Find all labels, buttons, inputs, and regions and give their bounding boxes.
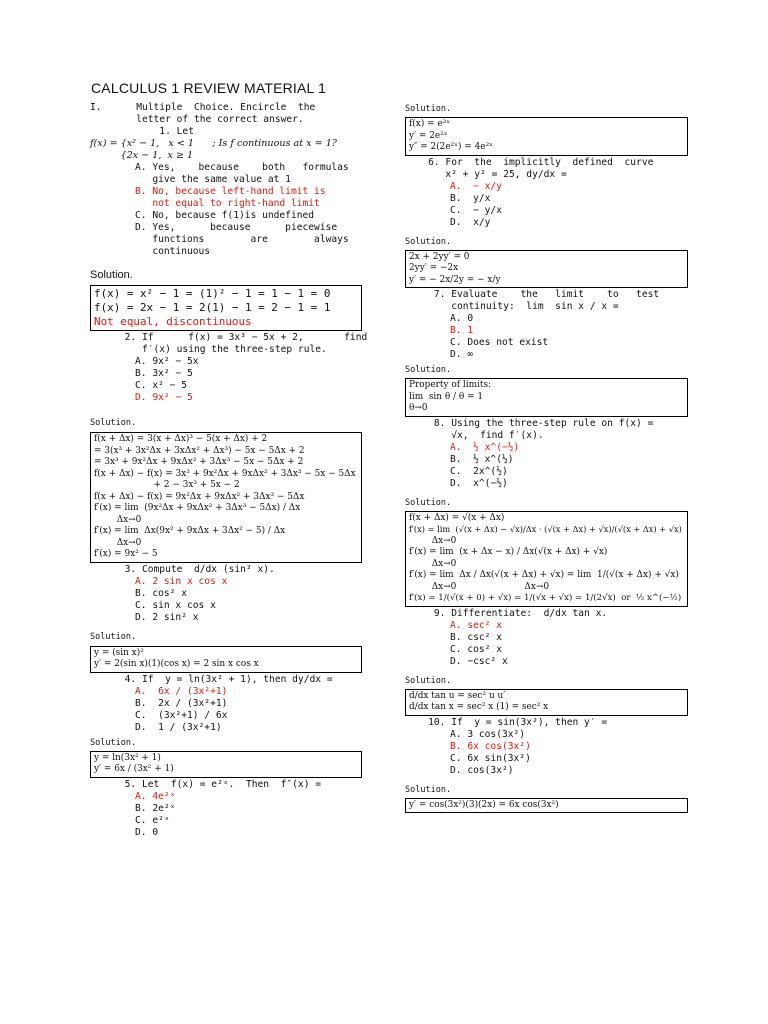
answer-option: B. 2x / (3x²+1)	[135, 697, 228, 709]
solution-line: θ→0	[409, 403, 428, 413]
solution-line: y″ = 2(2e²ˣ) = 4e²ˣ	[409, 142, 493, 152]
answer-option: not equal to right-hand limit	[135, 198, 320, 209]
answer-option: A. 0	[450, 313, 474, 324]
answer-option: B. 3x² − 5	[135, 368, 193, 379]
answer-option: B. 6x cos(3x²)	[450, 740, 531, 752]
solution-line: f′(x) = 1/(√(x + 0) + √x) = 1/(√x + √x) = 1/(2√x) or ½ x^(−½)	[409, 593, 682, 603]
question-4	[90, 674, 362, 734]
question-1	[90, 102, 362, 258]
question-text: 8. Using the three-step rule on f(x) =	[405, 417, 654, 429]
solution-line: f′(x) = 9x² − 5	[94, 549, 158, 559]
answer-option: C. No, because f(1)is undefined	[135, 210, 315, 221]
question-3	[90, 564, 362, 624]
solution-line: Δx→0	[409, 558, 457, 569]
solution-line: = 3(x³ + 3x²Δx + 3xΔx² + Δx³) − 5x − 5Δx + 2	[94, 445, 305, 456]
solution-2-box	[90, 432, 362, 563]
solution-line: 2yy′ = −2x	[409, 263, 459, 273]
solution-line: Not equal, discontinuous	[94, 315, 252, 328]
question-text: 3. Compute d/dx (sin² x).	[90, 563, 275, 575]
answer-option: B. y/x	[450, 192, 491, 204]
solution-7-box	[405, 378, 688, 417]
answer-option: functions are always	[135, 234, 349, 245]
question-10	[405, 717, 688, 777]
answer-option: C. e²ˣ	[135, 814, 170, 826]
solution-3-box	[90, 646, 362, 673]
answer-option: D. 9x² − 5	[135, 392, 193, 403]
solution-line: f(x + Δx) − f(x) = 3x³ + 9x²Δx + 9xΔx² + 3Δx³ − 5x − 5Δx	[94, 468, 356, 479]
answer-option: C. sin x cos x	[135, 599, 216, 611]
question-text: f(x) = {x² − 1, x < 1 ; Is f continuous at x = 1?	[90, 138, 337, 149]
solution-line: y′ = 6x / (3x² + 1)	[94, 764, 174, 774]
question-5	[90, 779, 362, 839]
question-8	[405, 418, 688, 490]
answer-option: D. cos(3x²)	[450, 764, 514, 776]
answer-option: A. ½ x^(−½)	[450, 441, 520, 453]
question-2	[90, 332, 368, 404]
solution-line: y = ln(3x² + 1)	[94, 752, 161, 763]
question-text: 1. Let	[90, 126, 194, 137]
solution-line: f′(x) = lim (9x²Δx + 9xΔx² + 3Δx³ − 5Δx) / Δx	[94, 503, 301, 513]
answer-option: A. 4e²ˣ	[135, 790, 176, 802]
solution-line: Δx→0	[94, 514, 142, 525]
answer-option: D. x^(−½)	[450, 477, 508, 489]
question-text: letter of the correct answer.	[90, 114, 304, 125]
answer-option: give the same value at 1	[135, 174, 291, 185]
right-column	[405, 102, 688, 814]
answer-option: B. ½ x^(½)	[450, 453, 514, 465]
question-text: x² + y² = 25, dy/dx =	[405, 168, 567, 180]
question-text: 10. If y = sin(3x²), then y′ =	[405, 716, 608, 728]
solution-line: f(x + Δx) = √(x + Δx)	[409, 512, 505, 523]
solution-line: f(x) = e²ˣ	[409, 119, 451, 129]
solution-8-box	[405, 511, 688, 607]
answer-option: A. 6x / (3x²+1)	[135, 685, 228, 697]
answer-option: C. 2x^(½)	[450, 465, 508, 477]
answer-option: B. 1	[450, 325, 474, 336]
answer-option: A. − x/y	[450, 180, 502, 192]
solution-line: f(x) = x² − 1 = (1)² − 1 = 1 − 1 = 0	[94, 287, 331, 300]
answer-option: D. 0	[135, 826, 159, 838]
solution-label: Solution.	[90, 269, 133, 281]
solution-5-box	[405, 117, 688, 156]
question-text: 5. Let f(x) = e²ˣ. Then f″(x) =	[90, 778, 322, 790]
question-text: continuity: lim sin x / x =	[405, 301, 619, 312]
solution-label: Solution.	[405, 365, 452, 375]
solution-line: Δx→0	[94, 537, 142, 548]
question-6	[405, 157, 688, 229]
answer-option: D. x/y	[450, 216, 491, 228]
answer-option: A. 3 cos(3x²)	[450, 728, 526, 740]
answer-option: C. Does not exist	[450, 337, 549, 348]
solution-label: Solution.	[90, 631, 137, 642]
solution-line: y′ = 2e²ˣ	[409, 130, 448, 141]
solution-line: f′(x) = lim (√(x + Δx) − √x)/Δx · (√(x + Δx) + √x)/(√(x + Δx) + √x)	[409, 524, 682, 534]
solution-line: Δx→0	[409, 535, 457, 546]
solution-label: Solution.	[405, 104, 452, 114]
question-text: 4. If y = ln(3x² + 1), then dy/dx =	[90, 673, 333, 685]
question-text: {2x − 1, x ≥ 1	[90, 150, 194, 161]
solution-label: Solution.	[405, 236, 452, 247]
solution-6-box	[405, 250, 688, 289]
solution-line: Δx→0 Δx→0	[409, 581, 550, 592]
solution-line: f′(x) = lim Δx(9x² + 9xΔx + 3Δx² − 5) / Δx	[94, 526, 286, 536]
answer-option: B. 2e²ˣ	[135, 802, 176, 814]
solution-line: Property of limits:	[409, 380, 492, 390]
answer-option: C. x² − 5	[135, 380, 187, 391]
question-text: √x, find f′(x).	[405, 429, 544, 441]
solution-label: Solution.	[405, 675, 452, 686]
question-text: 7. Evaluate the limit to test	[405, 289, 660, 300]
answer-option: C. − y/x	[450, 204, 502, 216]
answer-option: B. No, because left-hand limit is	[135, 186, 326, 197]
answer-option: D. −csc² x	[450, 655, 508, 667]
solution-line: y = (sin x)²	[94, 647, 144, 658]
answer-option: A. Yes, because both formulas	[135, 162, 349, 173]
answer-option: D. 1 / (3x²+1)	[135, 721, 222, 733]
solution-line: y′ = − 2x/2y = − x/y	[409, 274, 501, 285]
question-text: f′(x) using the three-step rule.	[90, 344, 327, 355]
solution-line: f(x + Δx) − f(x) = 9x²Δx + 9xΔx² + 3Δx³ − 5Δx	[94, 491, 305, 502]
question-text: 6. For the implicitly defined curve	[405, 156, 654, 168]
question-text: 9. Differentiate: d/dx tan x.	[405, 607, 608, 619]
solution-10-box	[405, 798, 688, 814]
solution-line: f(x + Δx) = 3(x + Δx)³ − 5(x + Δx) + 2	[94, 434, 268, 444]
solution-4-box	[90, 751, 362, 778]
solution-line: d/dx tan x = sec² x (1) = sec² x	[409, 702, 549, 712]
document-title: CALCULUS 1 REVIEW MATERIAL 1	[91, 80, 327, 96]
solution-1-box	[90, 285, 362, 331]
solution-line: d/dx tan u = sec² u u′	[409, 690, 506, 701]
solution-line: = 3x³ + 9x²Δx + 9xΔx² + 3Δx³ − 5x − 5Δx + 2	[94, 457, 304, 467]
solution-label: Solution.	[90, 418, 137, 428]
question-text: 2. If f(x) = 3x³ − 5x + 2, find	[90, 332, 368, 343]
question-7	[405, 289, 688, 361]
answer-option: C. 6x sin(3x²)	[450, 752, 531, 764]
solution-line: f(x) = 2x − 1 = 2(1) − 1 = 2 − 1 = 1	[94, 301, 331, 314]
solution-line: + 2 − 3x³ + 5x − 2	[94, 480, 240, 490]
answer-option: D. 2 sin² x	[135, 611, 199, 623]
answer-option: D. ∞	[450, 349, 474, 360]
question-9	[405, 608, 688, 668]
answer-option: A. sec² x	[450, 619, 502, 631]
answer-option: D. Yes, because piecewise	[135, 222, 338, 233]
solution-label: Solution.	[90, 737, 137, 748]
answer-option: B. cos² x	[135, 587, 187, 599]
answer-option: continuous	[135, 246, 211, 257]
solution-line: y′ = cos(3x²)(3)(2x) = 6x cos(3x²)	[409, 799, 559, 810]
solution-9-box	[405, 689, 688, 716]
answer-option: C. (3x²+1) / 6x	[135, 709, 228, 721]
answer-option: B. csc² x	[450, 631, 502, 643]
solution-label: Solution.	[405, 497, 452, 508]
solution-label: Solution.	[405, 784, 452, 795]
question-text: I. Multiple Choice. Encircle the	[90, 102, 316, 113]
answer-option: C. cos² x	[450, 643, 502, 655]
solution-line: 2x + 2yy′ = 0	[409, 251, 470, 262]
answer-option: A. 9x² − 5x	[135, 356, 199, 367]
answer-option: A. 2 sin x cos x	[135, 575, 228, 587]
solution-line: lim sin θ / θ = 1	[409, 391, 484, 402]
solution-line: f′(x) = lim Δx / Δx(√(x + Δx) + √x) = lim 1/(√(x + Δx) + √x)	[409, 570, 679, 580]
left-column	[90, 102, 368, 839]
solution-line: f′(x) = lim (x + Δx − x) / Δx(√(x + Δx) + √x)	[409, 547, 608, 557]
solution-line: y′ = 2(sin x)(1)(cos x) = 2 sin x cos x	[94, 659, 259, 669]
